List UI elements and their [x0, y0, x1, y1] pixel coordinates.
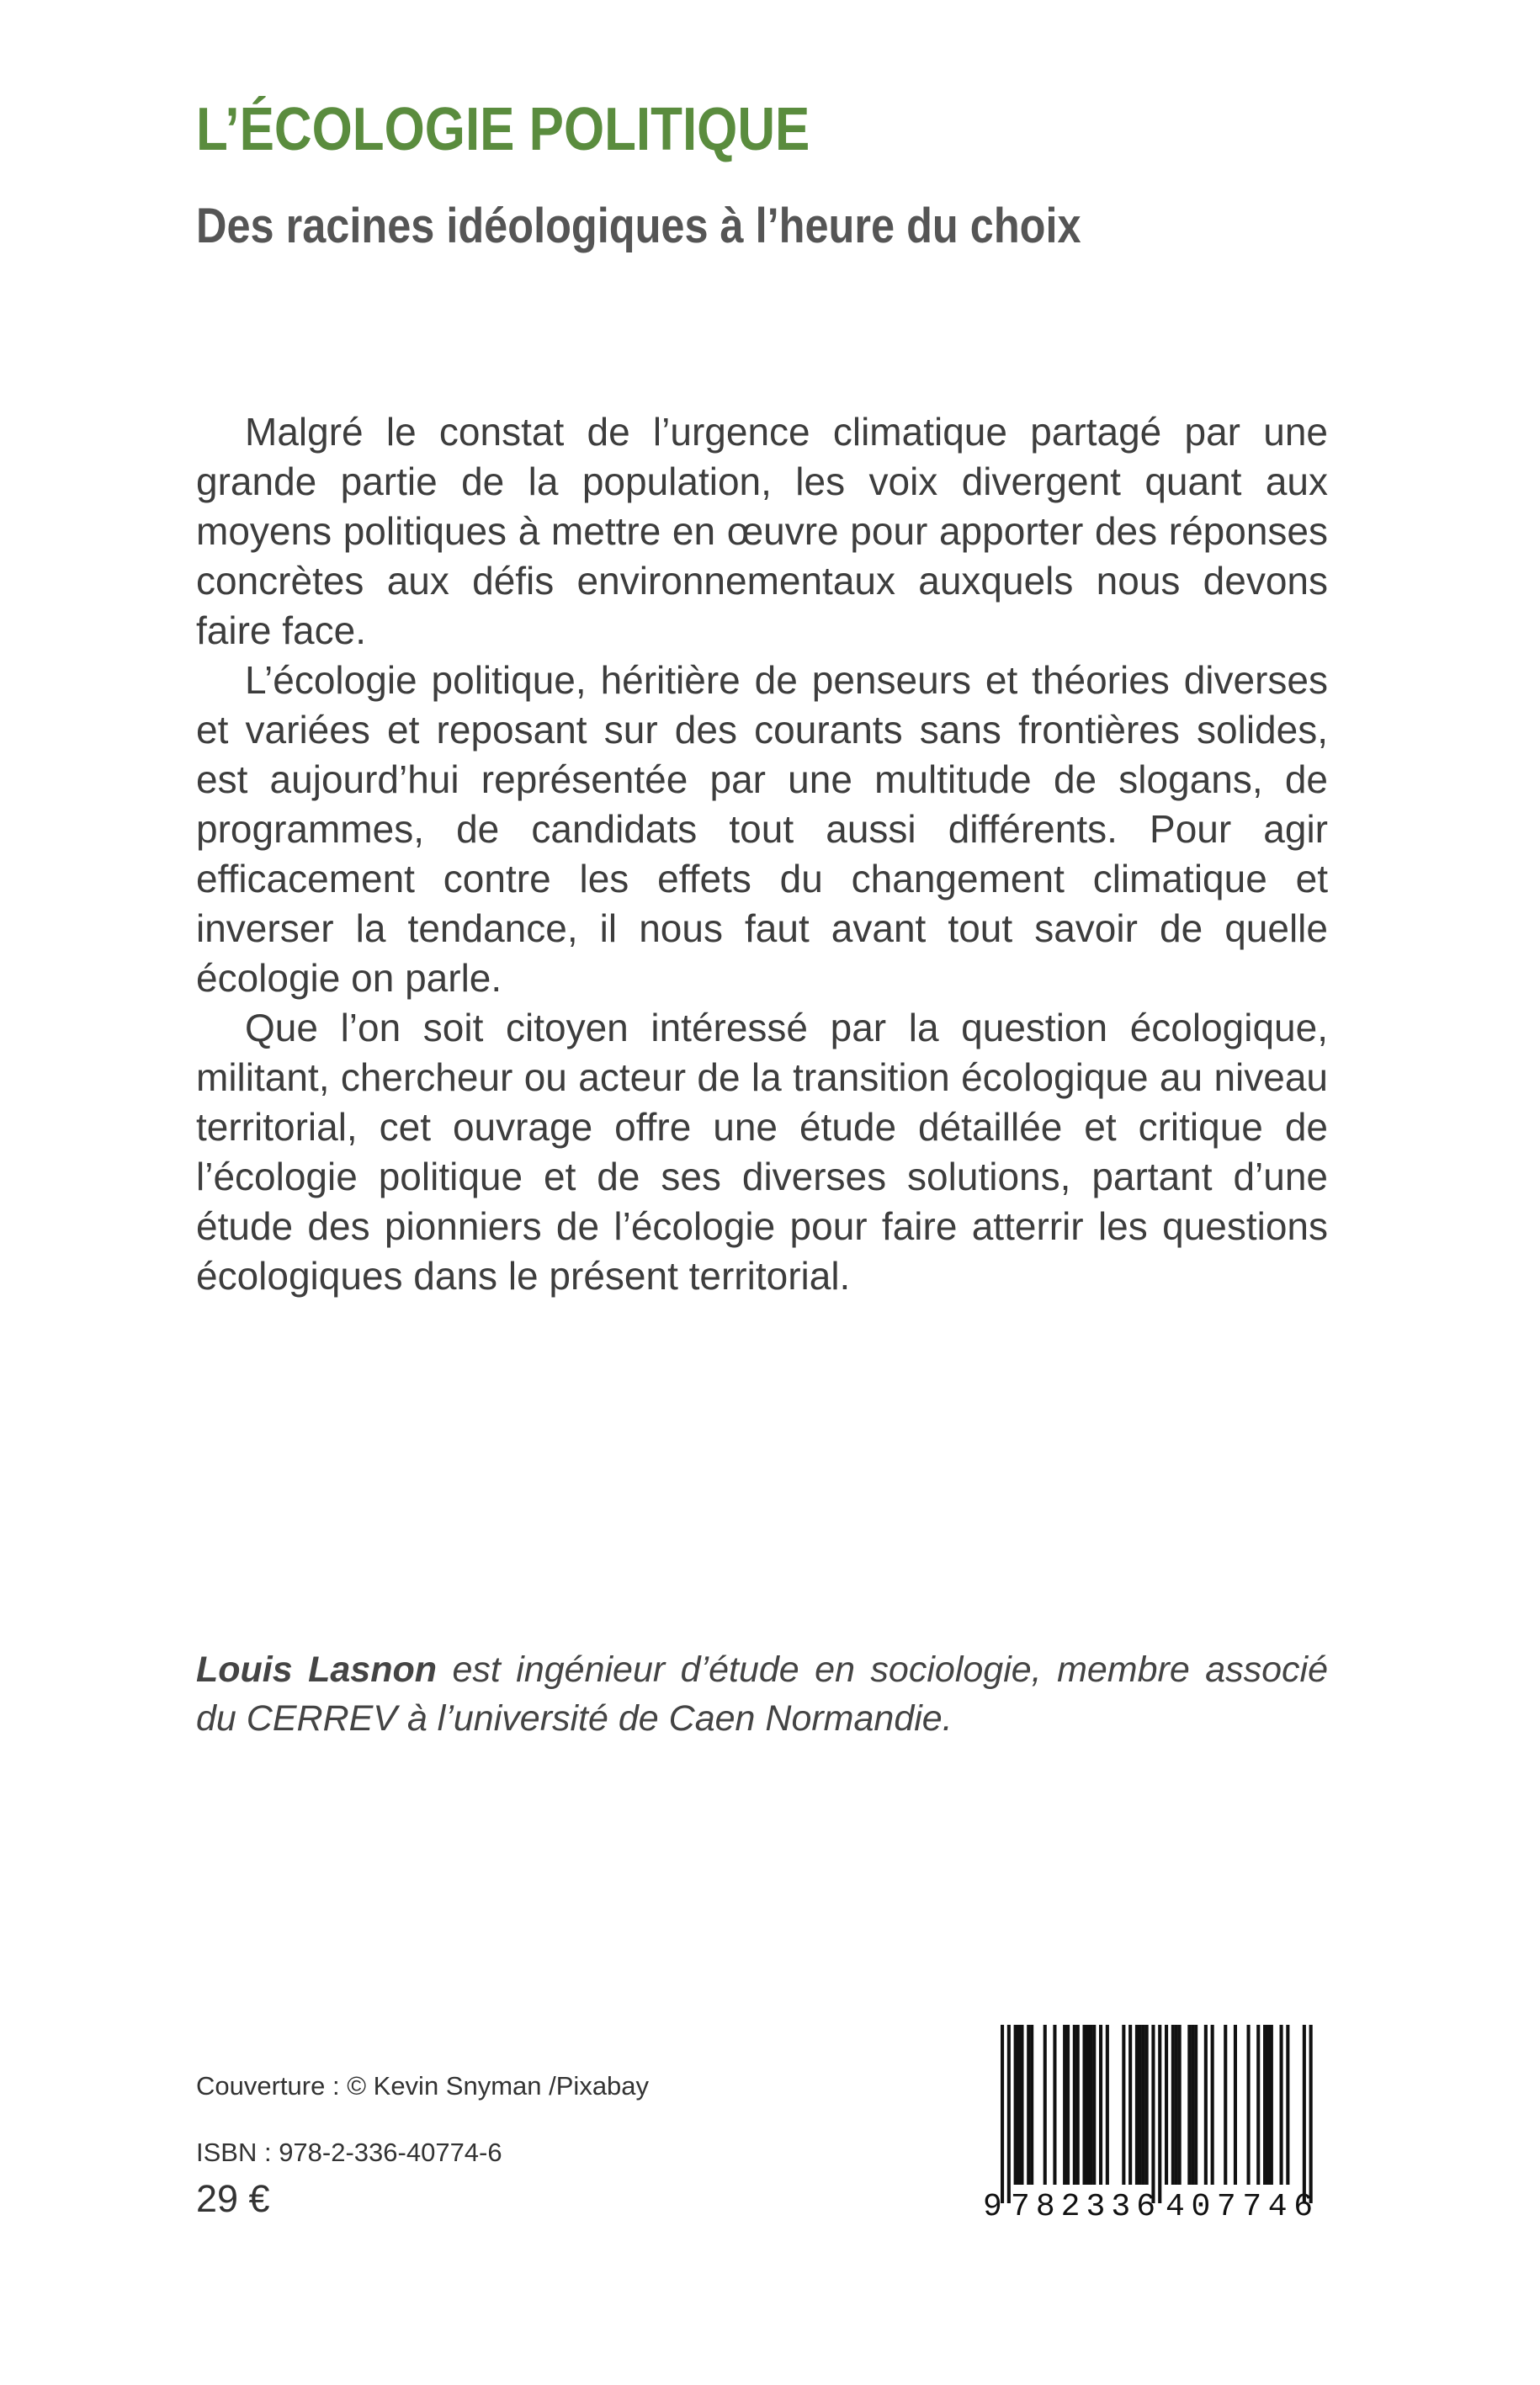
barcode-guard-bar: [1303, 2025, 1306, 2203]
barcode-bar: [1142, 2025, 1145, 2185]
blurb-paragraph-3: Que l’on soit citoyen intéressé par la question écologique, militant, chercheur ou acteur de la transition écologique au niveau territorial, cet ouvrage offre une étude détaillée et critique de l’écologie politique et de ses diverses solutions, partant d’une étude des pionniers de l’écologie pour faire atterrir les questions écologiques dans le présent territorial.: [196, 1006, 1328, 1298]
barcode-bar: [1020, 2025, 1023, 2185]
barcode-bar: [1092, 2025, 1096, 2185]
book-title: L’ÉCOLOGIE POLITIQUE: [196, 96, 810, 163]
barcode-guard-bar: [1007, 2025, 1011, 2203]
barcode-bar: [1066, 2025, 1070, 2185]
barcode-bar: [1286, 2025, 1289, 2185]
barcode-bar: [1270, 2025, 1273, 2185]
barcode-bar: [1063, 2025, 1066, 2185]
barcode-bars: [1001, 2025, 1313, 2203]
barcode-guard-bar: [1309, 2025, 1313, 2203]
barcode-bar: [1073, 2025, 1076, 2185]
barcode-bar: [1280, 2025, 1283, 2185]
barcode-bar: [1089, 2025, 1092, 2185]
barcode-bar: [1191, 2025, 1194, 2185]
barcode-bar: [1128, 2025, 1132, 2185]
barcode-bar: [1030, 2025, 1033, 2185]
barcode-bar: [1204, 2025, 1208, 2185]
barcode-bar: [1224, 2025, 1227, 2185]
author-bio: [196, 1645, 1328, 1743]
barcode-first-digit: 9: [983, 2189, 1002, 2218]
barcode-bar: [1106, 2025, 1109, 2185]
barcode-bar: [1247, 2025, 1251, 2185]
barcode-bar: [1267, 2025, 1270, 2185]
barcode-left-digits: 782336: [1011, 2189, 1155, 2218]
isbn: ISBN : 978-2-336-40774-6: [196, 2138, 502, 2167]
price: 29 €: [196, 2177, 270, 2220]
barcode-bar: [1256, 2025, 1260, 2185]
cover-credit: Couverture : © Kevin Snyman /Pixabay: [196, 2071, 650, 2101]
blurb: [196, 407, 1328, 1301]
barcode-bar: [1122, 2025, 1125, 2185]
author-description: est ingénieur d’étude en sociologie, membre associé du CERREV à l’université de Caen Normandie.: [196, 1649, 1329, 1739]
barcode-bar: [1014, 2025, 1017, 2185]
barcode-bar: [1165, 2025, 1168, 2185]
book-subtitle: Des racines idéologiques à l’heure du choix: [196, 199, 1081, 253]
author-name: Louis Lasnon: [196, 1649, 438, 1690]
blurb-paragraph-1: Malgré le constat de l’urgence climatique partagé par une grande partie de la population, les voix divergent quant aux moyens politiques à mettre en œuvre pour apporter des réponses concrètes aux défis environnementaux auxquels nous devons faire face.: [196, 410, 1328, 652]
barcode-bar: [1099, 2025, 1102, 2185]
barcode-bar: [1263, 2025, 1267, 2185]
barcode-guard-bar: [1158, 2025, 1161, 2203]
barcode-right-digits: 407746: [1166, 2189, 1313, 2218]
barcode-bar: [1017, 2025, 1021, 2185]
barcode-bar: [1175, 2025, 1178, 2185]
barcode-bar: [1076, 2025, 1080, 2185]
barcode-bar: [1139, 2025, 1142, 2185]
barcode-bar: [1086, 2025, 1089, 2185]
barcode-bar: [1171, 2025, 1175, 2185]
barcode-bar: [1145, 2025, 1149, 2185]
barcode: [979, 2025, 1330, 2218]
barcode-bar: [1043, 2025, 1047, 2185]
barcode-bar: [1083, 2025, 1086, 2185]
barcode-bar: [1187, 2025, 1191, 2185]
barcode-bar: [1194, 2025, 1197, 2185]
barcode-bar: [1211, 2025, 1214, 2185]
barcode-bar: [1053, 2025, 1056, 2185]
barcode-guard-bar: [1001, 2025, 1004, 2203]
barcode-guard-bar: [1151, 2025, 1155, 2203]
blurb-paragraph-2: L’écologie politique, héritière de penseurs et théories diverses et variées et reposant sur des courants sans frontières solides, est aujourd’hui représentée par une multitude de slogans, de programmes, de candidats tout aussi différents. Pour agir efficacement contre les effets du changement climatique et inverser la tendance, il nous faut avant tout savoir de quelle écologie on parle.: [196, 658, 1328, 1000]
barcode-bar: [1027, 2025, 1030, 2185]
barcode-bar: [1178, 2025, 1182, 2185]
barcode-bar: [1234, 2025, 1237, 2185]
barcode-bar: [1135, 2025, 1139, 2185]
